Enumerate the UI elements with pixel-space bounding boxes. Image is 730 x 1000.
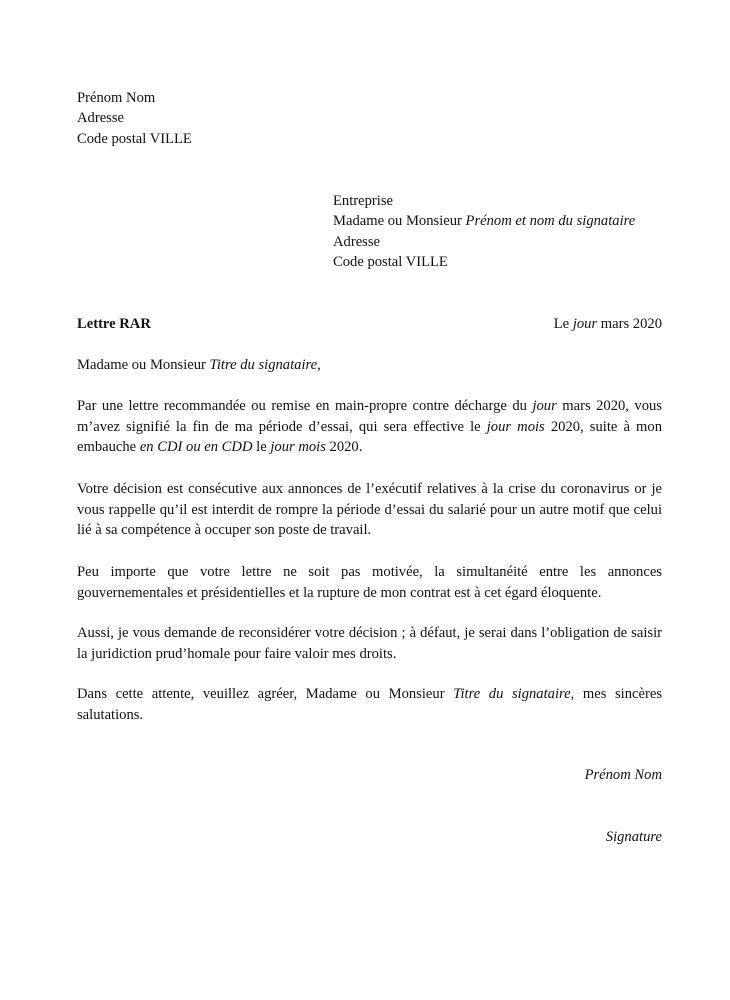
letter-date: [554, 314, 662, 334]
p1-text-3: 2020, suite à mon embauche: [77, 418, 662, 456]
greeting-title: Titre du signataire: [209, 357, 318, 373]
paragraph-3: Peu importe que votre lettre ne soit pas motivée, la simultanéité entre les annonces gouvernementales et présidentielles et la rupture de mon contrat est à cet égard éloquente.: [77, 564, 662, 601]
recipient-signatory-line: [333, 211, 635, 231]
p5-text-2: , mes sincères salutations.: [77, 686, 662, 723]
paragraph-5: [77, 684, 662, 725]
p1-italic-2: jour mois: [486, 418, 545, 435]
sender-name: Prénom Nom: [77, 90, 156, 106]
p1-text-2: mars 2020, vous m’avez signifié la fin de ma période d’essai, qui sera effective le: [77, 398, 662, 435]
p1-italic-1: jour: [532, 398, 557, 414]
paragraph-2: Votre décision est consécutive aux annonces de l’exécutif relatives à la crise du coronavirus or je vous rappelle qu’il est interdit de rompre la période d’essai du salarié pour un autre motif que celui lié à sa compétence à occuper son poste de travail.: [77, 481, 662, 539]
date-suffix: mars 2020: [597, 316, 662, 332]
sender-city: Code postal VILLE: [77, 131, 192, 147]
date-prefix: Le: [553, 316, 573, 332]
closing-signature: Signature: [605, 829, 662, 845]
p1-italic-4: jour mois: [270, 439, 326, 456]
recipient-city: Code postal VILLE: [333, 254, 448, 270]
paragraph-4: Aussi, je vous demande de reconsidérer votre décision ; à défaut, je serai dans l’obligation de saisir la juridiction prud’homale pour faire valoir mes droits.: [77, 625, 662, 662]
recipient-salutation-prefix: Madame ou Monsieur: [333, 213, 466, 229]
recipient-company: Entreprise: [333, 193, 393, 209]
letter-type-label: Lettre RAR: [77, 316, 151, 332]
letter-type: [77, 314, 151, 334]
p1-italic-3: en CDI ou en CDD: [139, 439, 253, 456]
paragraph-1: [77, 396, 662, 458]
recipient-signatory: Prénom et nom du signataire: [465, 213, 636, 229]
date-day: jour: [572, 316, 598, 332]
greeting-prefix: Madame ou Monsieur: [77, 357, 210, 373]
greeting-suffix: ,: [317, 357, 321, 373]
sender-address: Adresse: [77, 110, 125, 126]
recipient-address: Adresse: [333, 234, 381, 250]
closing-name: Prénom Nom: [584, 767, 662, 783]
p1-text-5: 2020.: [325, 439, 363, 456]
greeting: [77, 355, 321, 375]
p5-text-1: Dans cette attente, veuillez agréer, Madame ou Monsieur: [77, 686, 454, 702]
p1-text-1: Par une lettre recommandée ou remise en main-propre contre décharge du: [77, 398, 533, 414]
p5-italic-1: Titre du signataire: [453, 686, 571, 702]
p1-text-4: le: [252, 439, 271, 456]
